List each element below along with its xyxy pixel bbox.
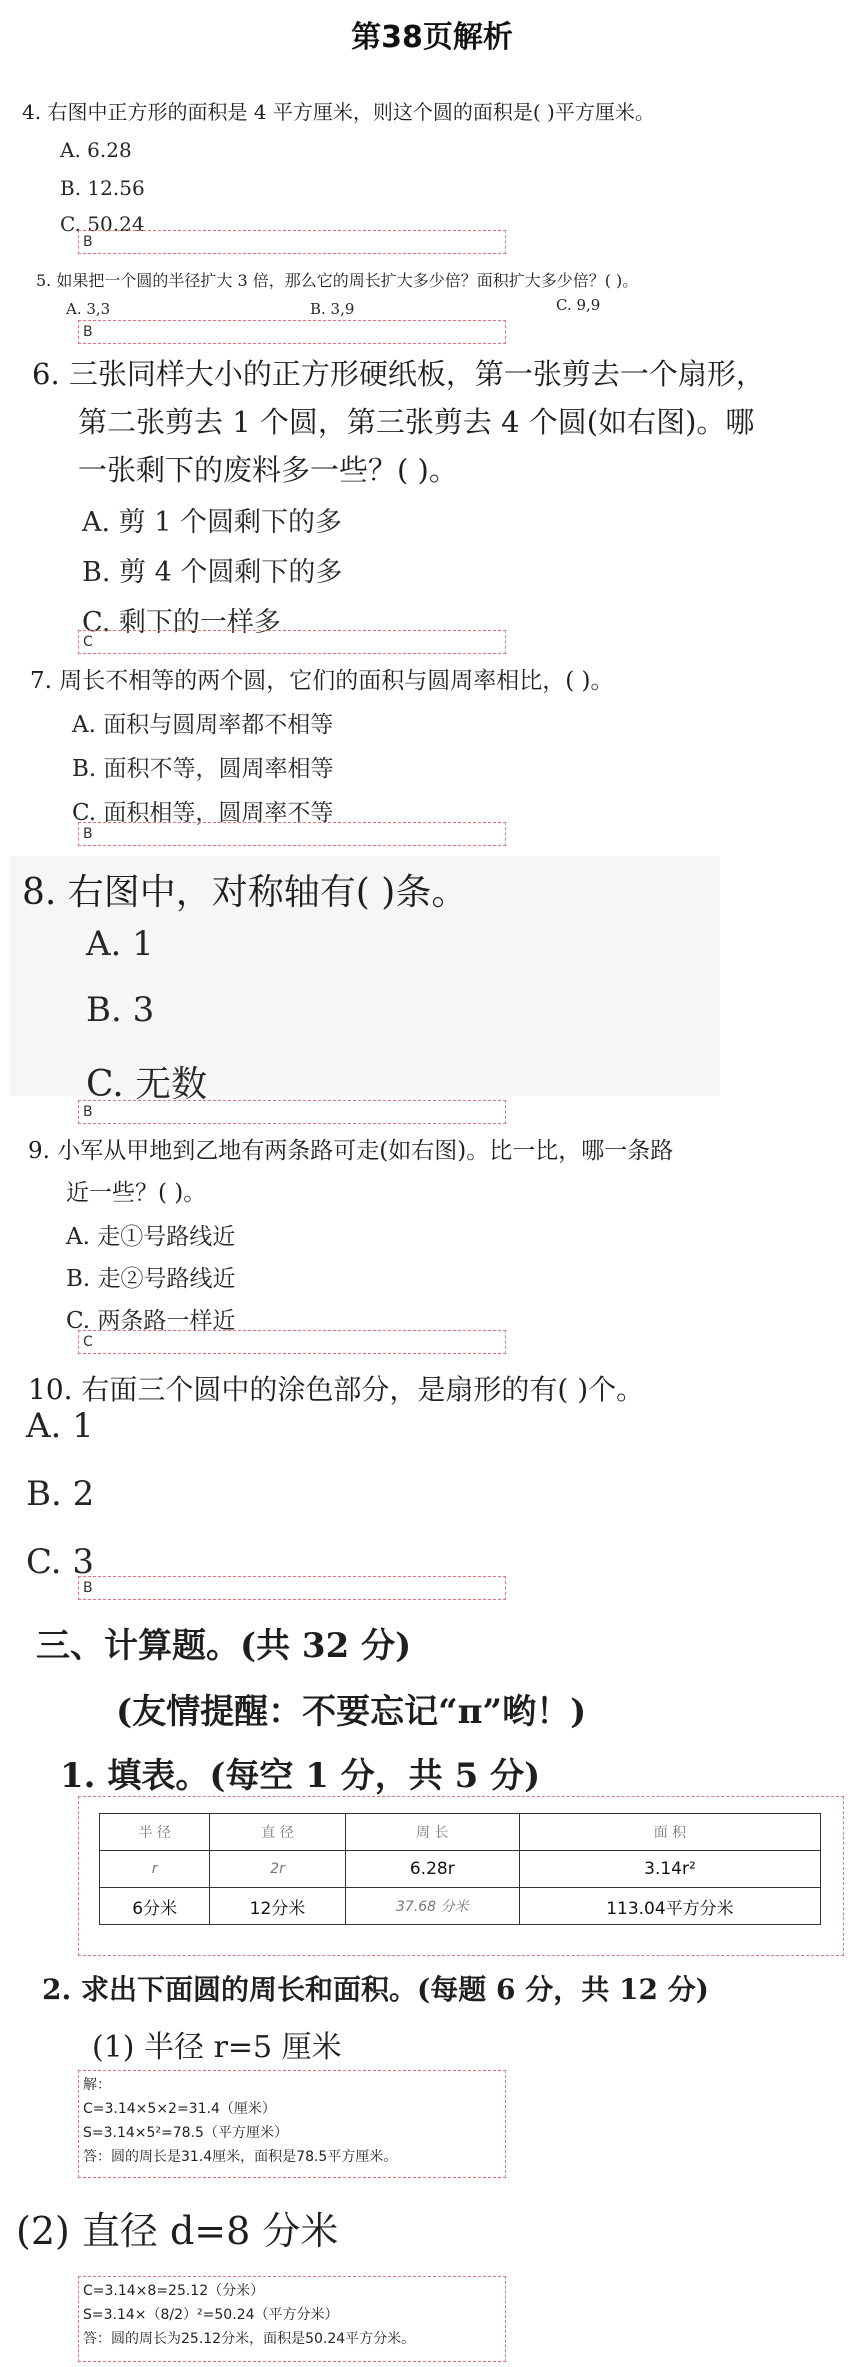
option-b: B. 走②号路线近 <box>66 1266 236 1292</box>
answer-box: B <box>78 1100 506 1124</box>
option-c: C. 3 <box>26 1542 95 1582</box>
table-cell: 113.04平方分米 <box>519 1888 820 1925</box>
answer-line: S=3.14×5²=78.5（平方厘米） <box>83 2125 288 2141</box>
answer-box: C <box>78 1330 506 1354</box>
table-cell: 12分米 <box>210 1888 345 1925</box>
answer-line: S=3.14×（8/2）²=50.24（平方分米） <box>83 2307 339 2323</box>
option-a: A. 面积与圆周率都不相等 <box>72 712 334 738</box>
q2-label: 2. 求出下面圆的周长和面积。(每题 6 分，共 12 分) <box>42 1973 709 2006</box>
option-b: B. 12.56 <box>60 176 145 200</box>
table-cell: 3.14r² <box>519 1851 820 1888</box>
answer-line: C=3.14×5×2=31.4（厘米） <box>83 2101 276 2117</box>
question-stem-line: 一张剩下的废料多一些？( )。 <box>78 453 458 487</box>
table-cell: 6.28r <box>345 1851 519 1888</box>
table-cell: 6分米 <box>100 1888 210 1925</box>
option-a: A. 1 <box>26 1406 94 1446</box>
option-a: A. 走①号路线近 <box>66 1224 236 1250</box>
table-row <box>100 1851 821 1888</box>
header-cell: 直 径 <box>210 1814 345 1851</box>
option-b: B. 3 <box>86 990 155 1030</box>
option-c: C. 9,9 <box>556 296 601 314</box>
question-stem-line: 9. 小军从甲地到乙地有两条路可走(如右图)。比一比，哪一条路 <box>28 1138 674 1164</box>
question-stem: 8. 右图中，对称轴有( )条。 <box>22 872 468 913</box>
option-b: B. 2 <box>26 1474 95 1514</box>
q1-label: 1. 填表。(每空 1 分，共 5 分) <box>60 1756 541 1796</box>
answer-box: B <box>78 320 506 344</box>
header-cell: 周 长 <box>345 1814 519 1851</box>
option-b: B. 剪 4 个圆剩下的多 <box>82 557 343 588</box>
answer-line: 解： <box>83 2077 111 2093</box>
table-cell: 37.68 分米 <box>345 1888 519 1925</box>
table-cell: r <box>100 1851 210 1888</box>
table-row <box>100 1888 821 1925</box>
option-a: A. 剪 1 个圆剩下的多 <box>82 507 343 538</box>
table-cell: 2r <box>210 1851 345 1888</box>
question-stem-line: 第二张剪去 1 个圆，第三张剪去 4 个圆(如右图)。哪 <box>78 405 755 439</box>
option-a: A. 1 <box>86 924 154 964</box>
option-a: A. 6.28 <box>60 138 132 162</box>
option-a: A. 3,3 <box>66 300 111 318</box>
answer-line: 答：圆的周长为25.12分米，面积是50.24平方分米。 <box>83 2331 416 2347</box>
answer-box: B <box>78 822 506 846</box>
page-title: 第38页解析 <box>351 20 513 55</box>
part2-answer-box <box>78 2276 506 2362</box>
option-c: C. 两条路一样近 <box>66 1308 236 1334</box>
header-cell: 半 径 <box>100 1814 210 1851</box>
fill-table <box>99 1813 821 1925</box>
option-c: C. 50.24 <box>60 212 145 236</box>
question-stem: 4. 右图中正方形的面积是 4 平方厘米，则这个圆的面积是( )平方厘米。 <box>22 100 655 124</box>
answer-line: C=3.14×8=25.12（分米） <box>83 2283 265 2299</box>
question-stem: 10. 右面三个圆中的涂色部分，是扇形的有( )个。 <box>28 1373 645 1406</box>
fill-table-box <box>78 1796 844 1956</box>
option-b: B. 3,9 <box>310 300 355 318</box>
header-cell: 面 积 <box>519 1814 820 1851</box>
question-stem: 5. 如果把一个圆的半径扩大 3 倍，那么它的周长扩大多少倍？面积扩大多少倍？( )。 <box>36 271 639 290</box>
answer-line: 答：圆的周长是31.4厘米，面积是78.5平方厘米。 <box>83 2149 398 2165</box>
question-stem-line: 近一些？( )。 <box>66 1180 207 1206</box>
option-b: B. 面积不等，圆周率相等 <box>72 756 334 782</box>
answer-box: B <box>78 230 506 254</box>
q2-part1: (1) 半径 r=5 厘米 <box>92 2030 342 2065</box>
answer-box: B <box>78 1576 506 1600</box>
q2-part2: (2) 直径 d=8 分米 <box>16 2209 339 2253</box>
option-c: C. 剩下的一样多 <box>82 607 281 638</box>
section-heading: 三、计算题。(共 32 分) <box>36 1626 412 1666</box>
part1-answer-box <box>78 2070 506 2178</box>
option-c: C. 面积相等，圆周率不等 <box>72 800 334 826</box>
section-reminder: (友情提醒：不要忘记“π”哟！) <box>116 1692 587 1732</box>
table-header-row <box>100 1814 821 1851</box>
question-stem-line: 6. 三张同样大小的正方形硬纸板，第一张剪去一个扇形， <box>32 357 765 391</box>
answer-box: C <box>78 630 506 654</box>
option-c: C. 无数 <box>86 1064 208 1105</box>
question-stem: 7. 周长不相等的两个圆，它们的面积与圆周率相比，( )。 <box>30 668 614 694</box>
